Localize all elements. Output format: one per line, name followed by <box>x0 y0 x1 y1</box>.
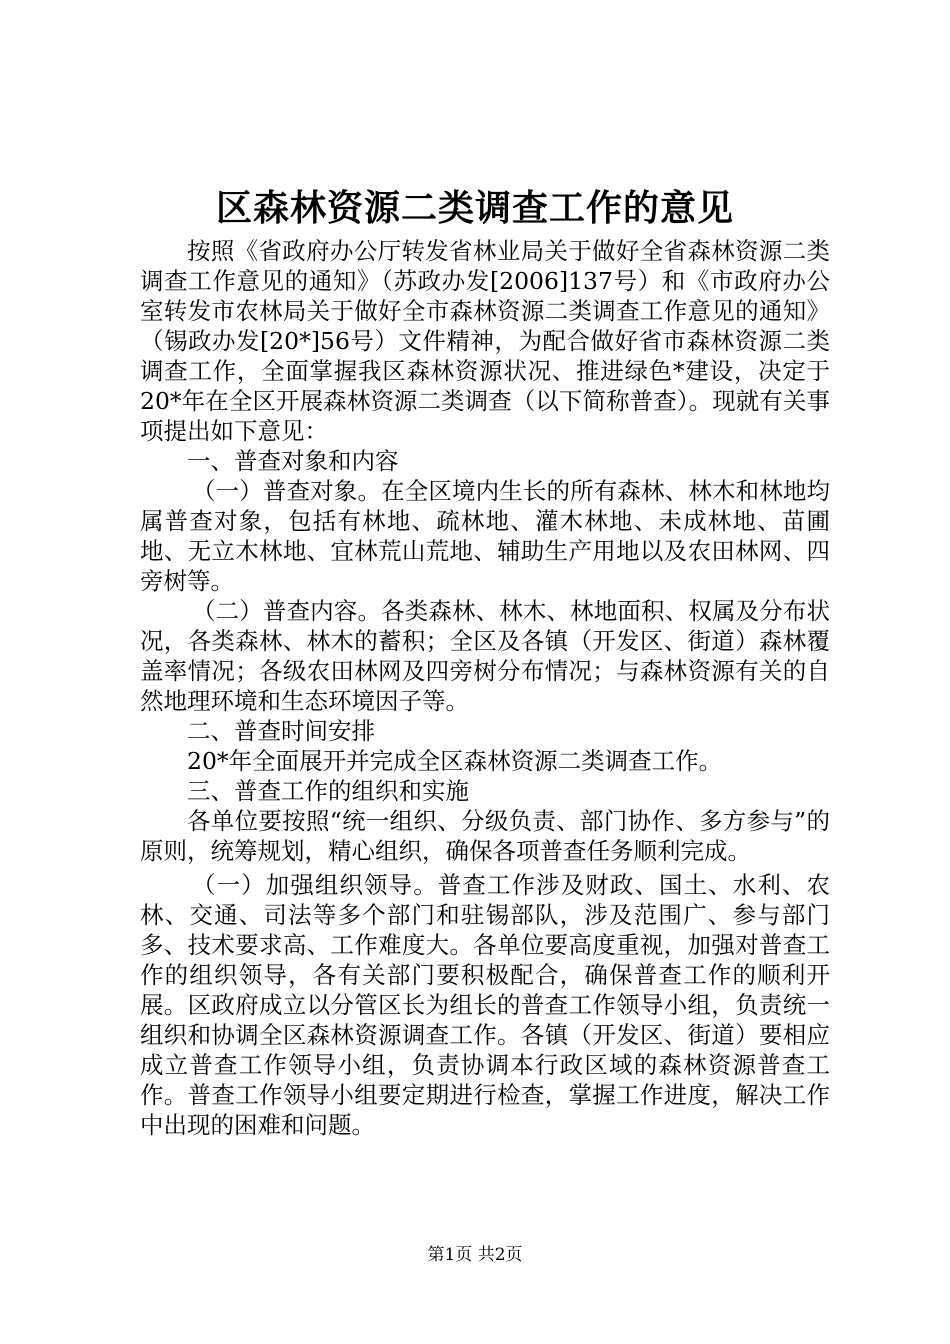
paragraph-intro: 按照《省政府办公厅转发省林业局关于做好全省森林资源二类调查工作意见的通知》（苏政办发[2006]137号）和《市政府办公室转发市农林局关于做好全市森林资源二类调查工作意见的通知》（锡政办发[20*]56号）文件精神，为配合做好省市森林资源二类调查工作，全面掌握我区森林资源状况、推进绿色*建设，决定于20*年在全区开展森林资源二类调查（以下简称普查）。现就有关事项提出如下意见： <box>140 237 830 445</box>
paragraph-survey-object: （一）普查对象。在全区境内生长的所有森林、林木和林地均属普查对象，包括有林地、疏林地、灌木林地、未成林地、苗圃地、无立木林地、宜林荒山荒地、辅助生产用地以及农田林网、四旁树等。 <box>140 477 830 595</box>
document-body <box>140 236 830 1140</box>
paragraph-principle: 各单位要按照“统一组织、分级负责、部门协作、多方参与”的原则，统筹规划，精心组织，确保各项普查任务顺利完成。 <box>140 807 830 865</box>
paragraph-survey-content: （二）普查内容。各类森林、林木、林地面积、权属及分布状况，各类森林、林木的蓄积；全区及各镇（开发区、街道）森林覆盖率情况；各级农田林网及四旁树分布情况；与森林资源有关的自然地理环境和生态环境因子等。 <box>140 597 830 715</box>
section-heading-3: 三、普查工作的组织和实施 <box>187 777 469 805</box>
paragraph-leadership: （一）加强组织领导。普查工作涉及财政、国土、水利、农林、交通、司法等多个部门和驻锡部队，涉及范围广、参与部门多、技术要求高、工作难度大。各单位要高度重视，加强对普查工作的组织领导，各有关部门要积极配合，确保普查工作的顺利开展。区政府成立以分管区长为组长的普查工作领导小组，负责统一组织和协调全区森林资源调查工作。各镇（开发区、街道）要相应成立普查工作领导小组，负责协调本行政区域的森林资源普查工作。普查工作领导小组要定期进行检查，掌握工作进度，解决工作中出现的困难和问题。 <box>140 871 830 1139</box>
page-number-footer: 第1页 共2页 <box>427 1245 523 1265</box>
document-title: 区森林资源二类调查工作的意见 <box>215 187 734 229</box>
section-heading-2: 二、普查时间安排 <box>187 717 375 745</box>
section-heading-1: 一、普查对象和内容 <box>187 447 399 475</box>
paragraph-schedule: 20*年全面展开并完成全区森林资源二类调查工作。 <box>187 747 723 775</box>
